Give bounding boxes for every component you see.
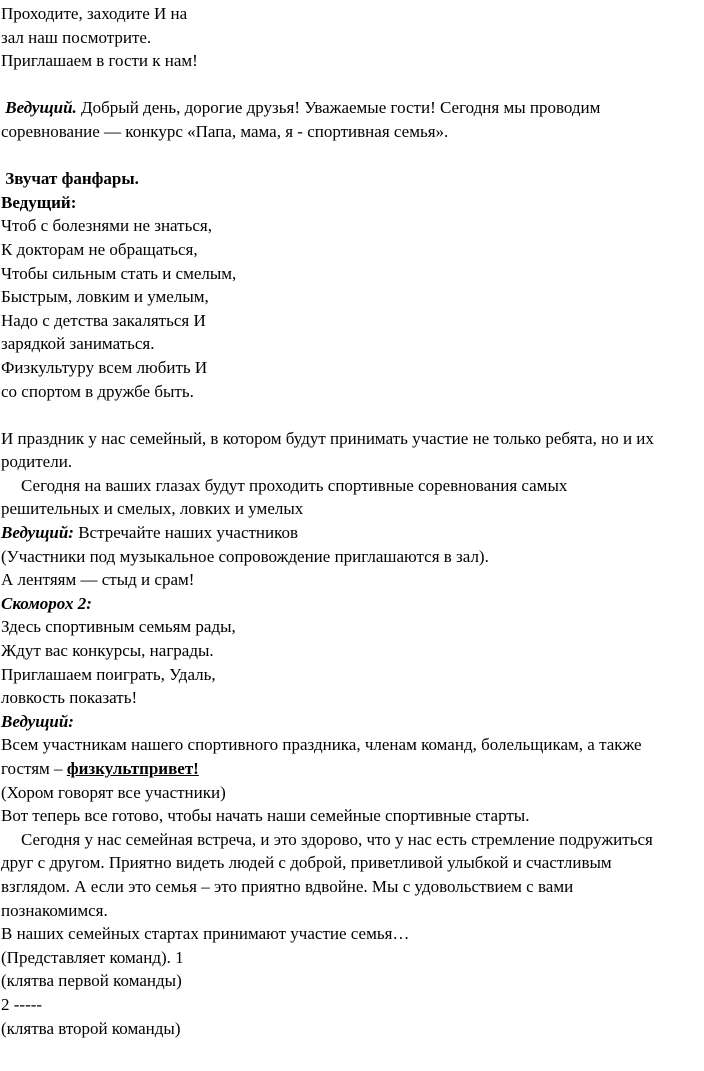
host-greeting-line bbox=[1, 96, 704, 120]
speaker-label: Ведущий. bbox=[5, 98, 77, 118]
paragraph-line: В наших семейных стартах принимают участие семья… bbox=[1, 924, 410, 944]
speaker-label: Ведущий: bbox=[1, 523, 74, 543]
host-greeting-text: Добрый день, дорогие друзья! Уважаемые гости! Сегодня мы проводим bbox=[76, 98, 601, 118]
stage-direction: (Участники под музыкальное сопровождение приглашаются в зал). bbox=[1, 546, 489, 566]
blank-line bbox=[1, 403, 704, 427]
paragraph-line: решительных и смелых, ловких и умелых bbox=[1, 499, 304, 519]
verse-line: Приглашаем поиграть, Удаль, bbox=[1, 664, 216, 684]
stage-direction: (Хором говорят все участники) bbox=[1, 782, 226, 802]
paragraph-line: родители. bbox=[1, 452, 73, 472]
paragraph-line: Сегодня у нас семейная встреча, и это здорово, что у нас есть стремление подружиться bbox=[21, 829, 653, 849]
verse-line: ловкость показать! bbox=[1, 688, 138, 708]
paragraph-line: Вот теперь все готово, чтобы начать наши семейные спортивные старты. bbox=[1, 806, 530, 826]
verse-line: К докторам не обращаться, bbox=[1, 239, 198, 259]
speaker-label: Ведущий: bbox=[1, 711, 74, 731]
paragraph-line bbox=[1, 757, 704, 781]
verse-line: Здесь спортивным семьям рады, bbox=[1, 617, 236, 637]
stage-direction: (клятва второй команды) bbox=[1, 1018, 181, 1038]
verse-line: Физкультуру всем любить И bbox=[1, 357, 208, 377]
paragraph-line: А лентяям — стыд и срам! bbox=[1, 570, 195, 590]
blank-line bbox=[1, 73, 704, 97]
host-greeting-line: соревнование — конкурс «Папа, мама, я - спортивная семья». bbox=[1, 121, 449, 141]
intro-verse-line: Проходите, заходите И на bbox=[1, 4, 188, 23]
speaker-label: Скоморох 2: bbox=[1, 593, 92, 613]
verse-line: Ждут вас конкурсы, награды. bbox=[1, 641, 214, 661]
greeting-emphasis: физкультпривет! bbox=[66, 759, 199, 778]
paragraph-line: И праздник у нас семейный, в котором будут принимать участие не только ребята, но и их bbox=[1, 428, 654, 448]
paragraph-line: взглядом. А если это семья – это приятно вдвойне. Мы с удовольствием с вами bbox=[1, 876, 574, 896]
verse-line: Чтобы сильным стать и смелым, bbox=[1, 263, 237, 283]
verse-line: Быстрым, ловким и умелым, bbox=[1, 287, 209, 307]
paragraph-line: Всем участникам нашего спортивного праздника, членам команд, болельщикам, а также bbox=[1, 735, 642, 755]
meet-participants-text: Встречайте наших участников bbox=[73, 523, 299, 543]
paragraph-line: друг с другом. Приятно видеть людей с доброй, приветливой улыбкой и счастливым bbox=[1, 853, 612, 873]
blank-line bbox=[1, 144, 704, 168]
verse-line: Надо с детства закаляться И bbox=[1, 310, 206, 330]
paragraph-line: познакомимся. bbox=[1, 900, 108, 920]
intro-verse-line: Приглашаем в гости к нам! bbox=[1, 51, 198, 71]
verse-line: Чтоб с болезнями не знаться, bbox=[1, 216, 212, 236]
verse-line: со спортом в дружбе быть. bbox=[1, 381, 194, 401]
greeting-prefix: гостям – bbox=[1, 759, 67, 778]
intro-verse-line: зал наш посмотрите. bbox=[1, 27, 152, 47]
meet-participants-line bbox=[1, 521, 704, 545]
verse-line: зарядкой заниматься. bbox=[1, 334, 155, 354]
stage-direction: (Представляет команд). 1 bbox=[1, 947, 184, 967]
paragraph-line: 2 ----- bbox=[1, 994, 43, 1014]
stage-direction bbox=[1, 167, 704, 191]
paragraph-line: Сегодня на ваших глазах будут проходить спортивные соревнования самых bbox=[21, 475, 568, 495]
stage-direction: (клятва первой команды) bbox=[1, 971, 182, 991]
speaker-label: Ведущий: bbox=[1, 192, 77, 212]
fanfare-label: Звучат фанфары. bbox=[5, 169, 139, 189]
